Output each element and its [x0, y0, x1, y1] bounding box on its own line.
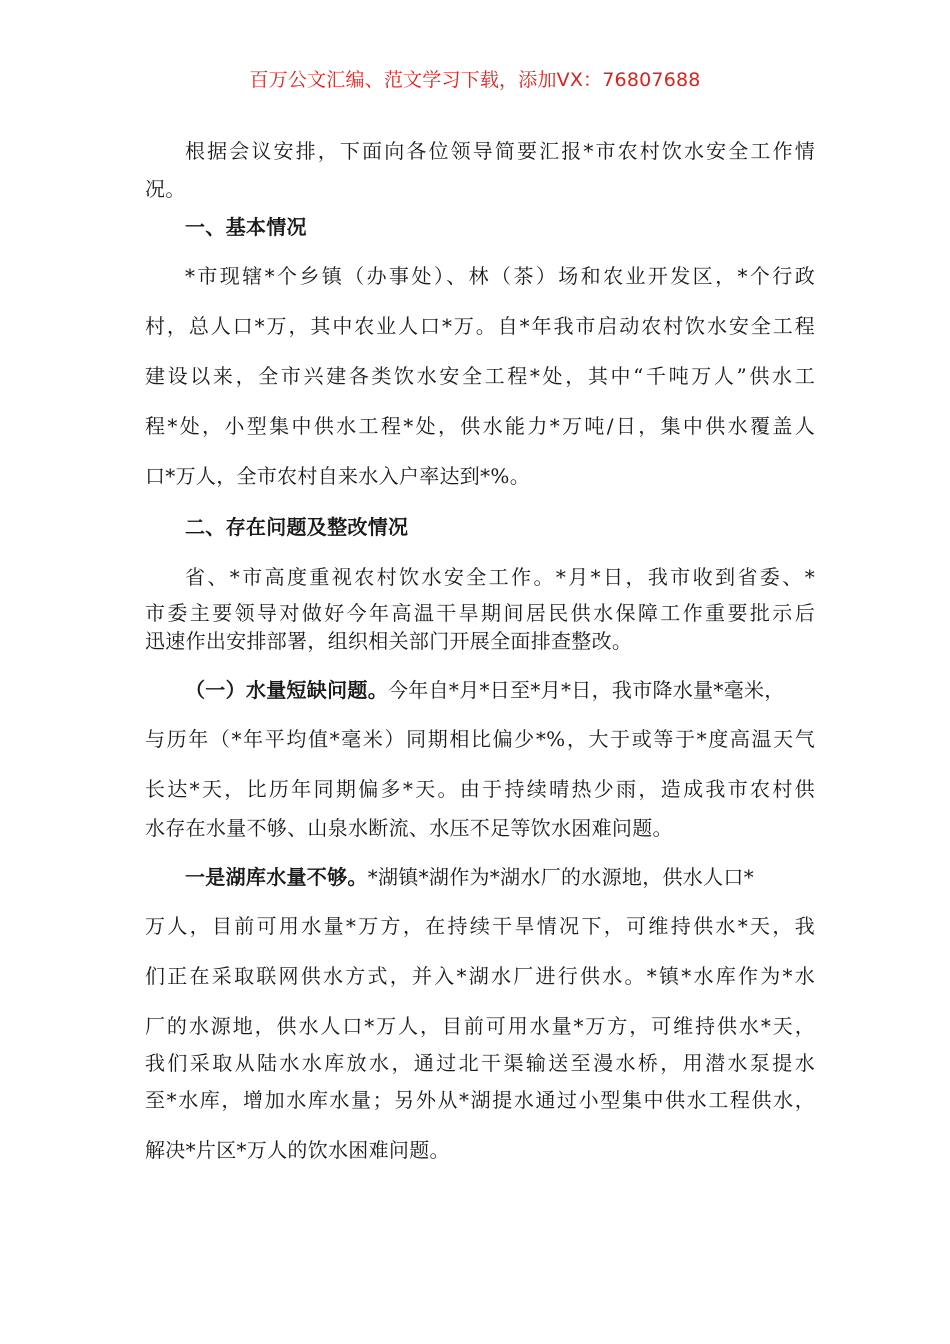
point1-line-5: 我们采取从陆水水库放水，通过北干渠输送至漫水桥，用潜水泵提水: [145, 1051, 815, 1075]
section1-heading: 一、基本情况: [185, 215, 307, 239]
section1-line-1: *市现辖*个乡镇（办事处）、林（茶）场和农业开发区，*个行政: [185, 264, 815, 288]
section2-line-2: 市委主要领导对做好今年高温干旱期间居民供水保障工作重要批示后: [145, 601, 815, 625]
point1-line-1: [185, 862, 815, 892]
section1-line-2: 村，总人口*万，其中农业人口*万。自*年我市启动农村饮水安全工程: [145, 314, 815, 338]
intro-line-1: 根据会议安排，下面向各位领导简要汇报*市农村饮水安全工作情: [185, 139, 815, 163]
sub1-line-2: 与历年（*年平均值*毫米）同期相比偏少*%，大于或等于*度高温天气: [145, 727, 815, 751]
sub1-line-3: 长达*天，比历年同期偏多*天。由于持续晴热少雨，造成我市农村供: [145, 777, 815, 801]
sub1-line-1: [185, 675, 815, 705]
section2-line-3: 迅速作出安排部署，组织相关部门开展全面排查整改。: [145, 629, 633, 653]
section1-line-3: 建设以来，全市兴建各类饮水安全工程*处，其中“千吨万人”供水工: [145, 364, 815, 388]
point1-line-7: 解决*片区*万人的饮水困难问题。: [145, 1138, 450, 1162]
section2-line-1: 省、*市高度重视农村饮水安全工作。*月*日，我市收到省委、*: [185, 565, 815, 589]
point1-lead: 一是湖库水量不够。: [185, 865, 368, 889]
point1-line-2: 万人，目前可用水量*万方，在持续干旱情况下，可维持供水*天，我: [145, 914, 815, 938]
section2-heading: 二、存在问题及整改情况: [185, 515, 409, 539]
point1-line-4: 厂的水源地，供水人口*万人，目前可用水量*万方，可维持供水*天，: [145, 1014, 815, 1038]
sub1-first-rest: 今年自*月*日至*月*日，我市降水量*毫米，: [388, 678, 785, 702]
sub1-lead: （一）水量短缺问题。: [185, 678, 388, 702]
point1-line-3: 们正在采取联网供水方式，并入*湖水厂进行供水。*镇*水库作为*水: [145, 964, 815, 988]
point1-line-6: 至*水库，增加水库水量；另外从*湖提水通过小型集中供水工程供水，: [145, 1088, 815, 1112]
point1-first-rest: *湖镇*湖作为*湖水厂的水源地，供水人口*: [367, 865, 755, 889]
section1-line-5: 口*万人，全市农村自来水入户率达到*%。: [145, 464, 531, 488]
sub1-line-4: 水存在水量不够、山泉水断流、水压不足等饮水困难问题。: [145, 816, 673, 840]
watermark-header: 百万公文汇编、范文学习下载，添加VX：76807688: [249, 69, 701, 91]
section1-line-4: 程*处，小型集中供水工程*处，供水能力*万吨/日，集中供水覆盖人: [145, 414, 815, 438]
intro-line-2: 况。: [145, 177, 186, 201]
